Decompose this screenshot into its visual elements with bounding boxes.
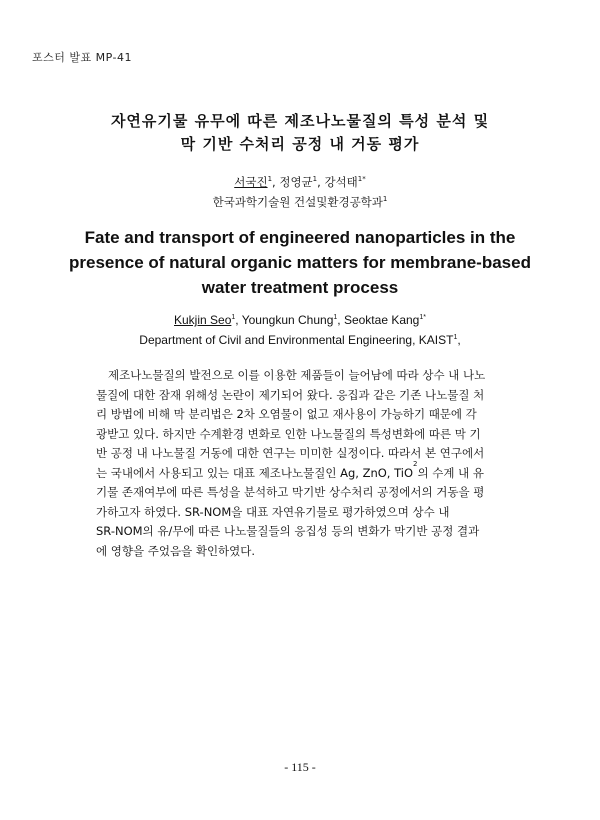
korean-title-line-1: 자연유기물 유무에 따른 제조나노물질의 특성 분석 및 <box>110 112 490 130</box>
english-affiliation <box>0 330 600 350</box>
abstract-line: 가하고자 하였다. SR-NOM을 대표 자연유기물로 평가하였으며 상수 내 <box>96 504 450 519</box>
korean-author-1: 서국진 <box>234 175 268 189</box>
abstract-line: SR-NOM의 유/무에 따른 나노물질들의 응집성 등의 변화가 막기반 공정 결과 <box>96 524 480 538</box>
abstract-line-text: 는 국내에서 사용되고 있는 대표 제조나노물질인 Ag, ZnO, TiO <box>96 465 414 480</box>
english-author-2: Youngkun Chung <box>241 313 334 327</box>
korean-affiliation-text: 한국과학기술원 건설및환경공학과 <box>212 195 383 209</box>
english-author-list <box>0 310 600 330</box>
abstract-line: 기물 존재여부에 따른 특성을 분석하고 막기반 상수처리 공정에서의 거동을 평 <box>96 485 485 499</box>
korean-affiliation-marker: 1 <box>382 195 388 204</box>
author-separator: , <box>235 313 242 327</box>
english-title-line-3: water treatment process <box>201 278 399 297</box>
abstract-line: 리 방법에 비해 막 분리법은 2차 오염물이 없고 재사용이 가능하기 때문에 각 <box>96 407 477 421</box>
author-separator: , <box>272 175 280 189</box>
session-tag: 포스터 발표 MP-41 <box>32 51 132 64</box>
korean-author-2: 정영균 <box>279 175 313 189</box>
abstract-line: 반 공정 내 나노물질 거동에 대한 연구는 미미한 실정이다. 따라서 본 연구에서 <box>96 446 485 460</box>
author-separator: , <box>337 313 344 327</box>
english-title <box>0 225 600 300</box>
korean-affiliation <box>0 192 600 212</box>
indent <box>96 366 108 386</box>
page-number: - 115 - <box>284 760 316 774</box>
korean-title <box>0 110 600 156</box>
korean-author-2-affil: 1 <box>312 175 318 184</box>
english-author-3-affil: 1* <box>419 314 426 321</box>
abstract-line: 광받고 있다. 하지만 수계환경 변화로 인한 나노물질의 특성변화에 따른 막 기 <box>96 426 481 441</box>
english-title-line-1: Fate and transport of engineered nanoparticles in the <box>84 228 516 247</box>
korean-author-1-affil: 1 <box>267 175 273 184</box>
abstract-line-text: 제조나노물질의 발전으로 이를 이용한 제품들이 늘어남에 따라 상수 내 나노 <box>108 368 486 382</box>
english-author-3: Seoktae Kang <box>343 313 420 327</box>
english-author-1: Kukjin Seo <box>174 313 232 327</box>
korean-author-3: 강석태 <box>324 175 358 189</box>
english-title-line-2: presence of natural organic matters for membrane-based <box>69 253 531 272</box>
korean-authors-block <box>0 172 600 212</box>
abstract-line: 에 영향을 주었음을 확인하였다. <box>96 543 256 558</box>
abstract-body <box>96 366 514 561</box>
english-affiliation-marker: 1 <box>453 334 458 341</box>
english-affiliation-text: Department of Civil and Environmental Engineering, KAIST <box>139 333 454 347</box>
english-affiliation-tail: , <box>457 333 461 347</box>
abstract-line-text: 의 수계 내 유 <box>417 465 485 480</box>
english-author-1-affil: 1 <box>231 314 236 321</box>
abstract-line: 물질에 대한 잠재 위해성 논란이 제기되어 왔다. 응집과 같은 기존 나노물질 처 <box>96 387 485 402</box>
korean-author-3-affil: 1* <box>357 175 366 184</box>
korean-author-list <box>0 172 600 192</box>
tio2-subscript: 2 <box>413 459 418 468</box>
english-authors-block <box>0 310 600 350</box>
abstract-line <box>96 459 514 484</box>
korean-title-line-2: 막 기반 수처리 공정 내 거동 평가 <box>180 135 420 153</box>
english-author-2-affil: 1 <box>333 314 338 321</box>
abstract-line <box>96 366 514 386</box>
author-separator: , <box>317 175 325 189</box>
